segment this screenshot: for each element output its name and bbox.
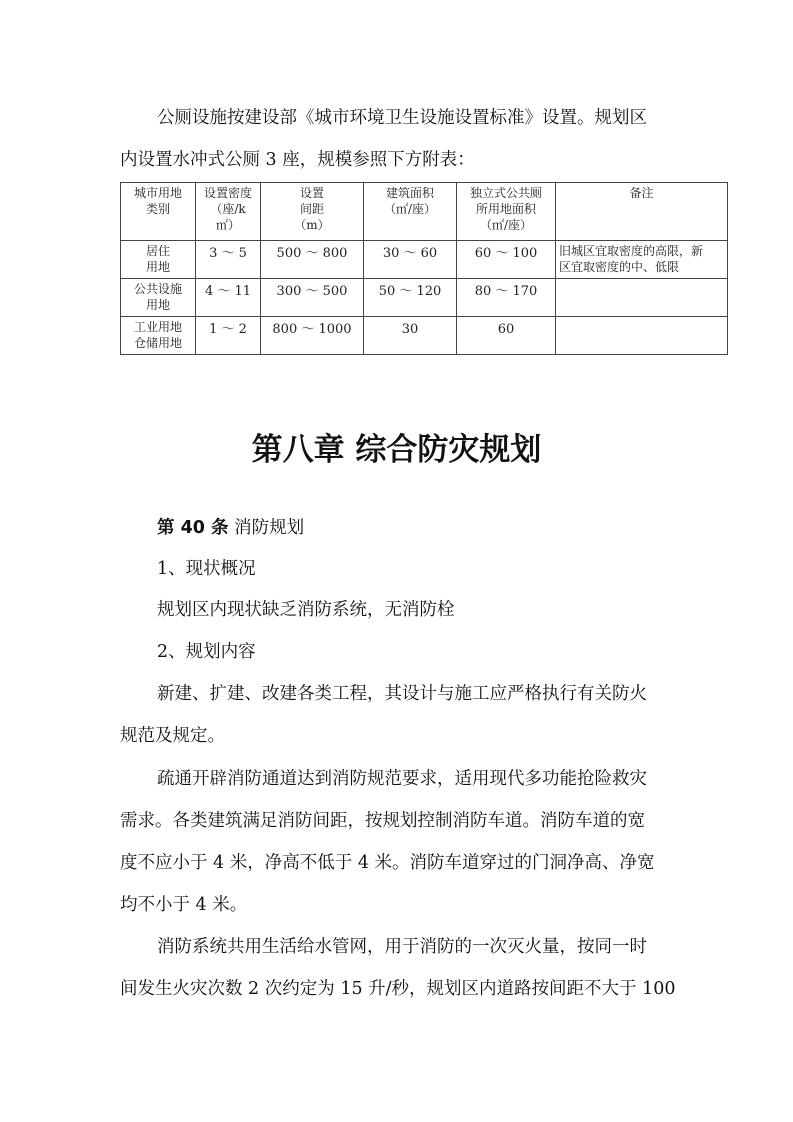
paragraph-line: 规范及规定。 <box>120 726 225 746</box>
cell-note <box>556 241 728 279</box>
header-text: ㎡） <box>215 218 240 232</box>
cell-text: 用地 <box>145 260 170 274</box>
cell-category <box>121 317 196 355</box>
toilet-standard-table <box>120 182 728 355</box>
table-row <box>121 241 728 279</box>
cell-text: 工业用地 <box>133 320 182 334</box>
cell-text: 用地 <box>145 298 170 312</box>
paragraph-line: 疏通开辟消防通道达到消防规范要求，适用现代多功能抢险救灾 <box>157 769 647 789</box>
table-row <box>121 279 728 317</box>
article-number: 第 40 条 <box>157 518 229 538</box>
cell-text: 公共设施 <box>133 282 182 296</box>
header-text: （座/k <box>210 202 246 216</box>
paragraph-line: 均不小于 4 米。 <box>120 895 248 915</box>
header-text: 独立式公共厕 <box>469 186 542 200</box>
header-text: 城市用地 <box>133 186 182 200</box>
cell-density: 1 ～ 2 <box>196 317 261 355</box>
cell-building-area: 50 ～ 120 <box>364 279 457 317</box>
header-text: 设置密度 <box>203 186 252 200</box>
chapter-title: 第八章 综合防灾规划 <box>251 432 542 468</box>
header-text: 类别 <box>145 202 170 216</box>
paragraph-line: 消防系统共用生活给水管网，用于消防的一次灭火量，按同一时 <box>157 937 647 957</box>
header-text: （㎡/座） <box>479 218 533 232</box>
paragraph-line: 新建、扩建、改建各类工程，其设计与施工应严格执行有关防火 <box>157 684 647 704</box>
article-heading <box>157 516 304 540</box>
header-land-area <box>457 183 556 241</box>
header-text: 所用地面积 <box>475 202 536 216</box>
section-heading: 2、规划内容 <box>157 642 256 662</box>
cell-density: 3 ～ 5 <box>196 241 261 279</box>
header-density <box>196 183 261 241</box>
cell-spacing: 300 ～ 500 <box>261 279 364 317</box>
table-header-row <box>121 183 728 241</box>
header-text: 备注 <box>629 186 654 200</box>
note-text: 旧城区宜取密度的高限，新 <box>559 244 704 258</box>
cell-text: 居住 <box>145 244 170 258</box>
cell-spacing: 500 ～ 800 <box>261 241 364 279</box>
cell-land-area: 80 ～ 170 <box>457 279 556 317</box>
table-row <box>121 317 728 355</box>
cell-category <box>121 241 196 279</box>
cell-land-area: 60 <box>457 317 556 355</box>
cell-spacing: 800 ～ 1000 <box>261 317 364 355</box>
header-text: 间距 <box>299 202 324 216</box>
cell-note <box>556 317 728 355</box>
cell-category <box>121 279 196 317</box>
paragraph-line: 度不应小于 4 米，净高不低于 4 米。消防车道穿过的门洞净高、净宽 <box>120 853 655 873</box>
paragraph-line: 需求。各类建筑满足消防间距，按规划控制消防车道。消防车道的宽 <box>120 811 645 831</box>
cell-density: 4 ～ 11 <box>196 279 261 317</box>
header-text: 建筑面积 <box>385 186 434 200</box>
header-spacing <box>261 183 364 241</box>
cell-text: 仓储用地 <box>133 336 182 350</box>
cell-land-area: 60 ～ 100 <box>457 241 556 279</box>
header-building-area <box>364 183 457 241</box>
header-category <box>121 183 196 241</box>
article-title: 消防规划 <box>234 518 305 538</box>
paragraph-line: 规划区内现状缺乏消防系统，无消防栓 <box>157 600 455 620</box>
header-note <box>556 183 728 241</box>
paragraph-line: 间发生火灾次数 2 次约定为 15 升/秒，规划区内道路按间距不大于 100 <box>120 979 676 999</box>
header-text: 设置 <box>299 186 324 200</box>
intro-line-2: 内设置水冲式公厕 3 座，规模参照下方附表： <box>120 150 475 170</box>
section-heading: 1、现状概况 <box>157 559 256 579</box>
header-text: （m） <box>294 218 330 232</box>
cell-note <box>556 279 728 317</box>
header-text: （㎡/座） <box>383 202 437 216</box>
intro-line-1: 公厕设施按建设部《城市环境卫生设施设置标准》设置。规划区 <box>157 108 647 128</box>
cell-building-area: 30 ～ 60 <box>364 241 457 279</box>
cell-building-area: 30 <box>364 317 457 355</box>
note-text: 区宜取密度的中、低限 <box>559 260 680 274</box>
